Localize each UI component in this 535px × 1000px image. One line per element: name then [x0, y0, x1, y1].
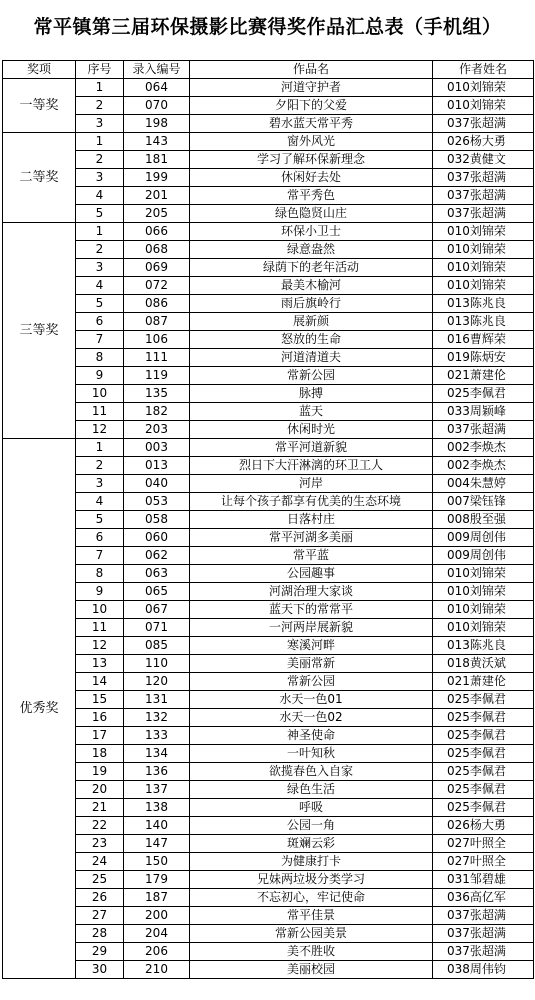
author-cell: 025李佩君: [433, 745, 534, 763]
seq-cell: 1: [76, 79, 124, 97]
seq-cell: 1: [76, 439, 124, 457]
table-row: [3, 799, 534, 817]
author-cell: 018黄沃斌: [433, 655, 534, 673]
table-row: [3, 709, 534, 727]
table-row: [3, 421, 534, 439]
seq-cell: 1: [76, 133, 124, 151]
author-cell: 033周颖峰: [433, 403, 534, 421]
work-name-cell: 脉搏: [190, 385, 433, 403]
table-row: [3, 961, 534, 979]
work-name-cell: 一河两岸展新貌: [190, 619, 433, 637]
seq-cell: 2: [76, 457, 124, 475]
entry-no-cell: 132: [124, 709, 190, 727]
seq-cell: 5: [76, 295, 124, 313]
entry-no-cell: 053: [124, 493, 190, 511]
entry-no-cell: 147: [124, 835, 190, 853]
author-cell: 009周创伟: [433, 547, 534, 565]
entry-no-cell: 058: [124, 511, 190, 529]
author-cell: 019陈炳安: [433, 349, 534, 367]
work-name-cell: 绿荫下的老年活动: [190, 259, 433, 277]
author-cell: 009周创伟: [433, 529, 534, 547]
seq-cell: 6: [76, 529, 124, 547]
entry-no-cell: 072: [124, 277, 190, 295]
work-name-cell: 呼吸: [190, 799, 433, 817]
table-row: [3, 385, 534, 403]
table-row: [3, 223, 534, 241]
table-row: [3, 835, 534, 853]
author-cell: 031邹碧雄: [433, 871, 534, 889]
author-cell: 010刘锦荣: [433, 223, 534, 241]
entry-no-cell: 106: [124, 331, 190, 349]
table-row: [3, 133, 534, 151]
seq-cell: 8: [76, 565, 124, 583]
author-cell: 010刘锦荣: [433, 277, 534, 295]
work-name-cell: 日落村庄: [190, 511, 433, 529]
seq-cell: 25: [76, 871, 124, 889]
work-name-cell: 展新颜: [190, 313, 433, 331]
header-seq: 序号: [76, 61, 124, 79]
work-name-cell: 常平河湖多美丽: [190, 529, 433, 547]
seq-cell: 4: [76, 187, 124, 205]
author-cell: 025李佩君: [433, 709, 534, 727]
seq-cell: 22: [76, 817, 124, 835]
author-cell: 038周伟钧: [433, 961, 534, 979]
work-name-cell: 休闲好去处: [190, 169, 433, 187]
table-row: [3, 727, 534, 745]
author-cell: 007梁钰锋: [433, 493, 534, 511]
seq-cell: 24: [76, 853, 124, 871]
seq-cell: 16: [76, 709, 124, 727]
seq-cell: 9: [76, 367, 124, 385]
table-row: [3, 619, 534, 637]
seq-cell: 15: [76, 691, 124, 709]
work-name-cell: 河岸: [190, 475, 433, 493]
work-name-cell: 不忘初心，牢记使命: [190, 889, 433, 907]
table-row: [3, 745, 534, 763]
entry-no-cell: 111: [124, 349, 190, 367]
work-name-cell: 常平秀色: [190, 187, 433, 205]
seq-cell: 2: [76, 241, 124, 259]
author-cell: 037张超满: [433, 169, 534, 187]
author-cell: 010刘锦荣: [433, 97, 534, 115]
entry-no-cell: 131: [124, 691, 190, 709]
author-cell: 010刘锦荣: [433, 79, 534, 97]
seq-cell: 10: [76, 601, 124, 619]
page-title: 常平镇第三届环保摄影比赛得奖作品汇总表（手机组）: [33, 16, 502, 38]
entry-no-cell: 068: [124, 241, 190, 259]
author-cell: 010刘锦荣: [433, 583, 534, 601]
table-row: [3, 151, 534, 169]
table-row: [3, 907, 534, 925]
seq-cell: 1: [76, 223, 124, 241]
entry-no-cell: 201: [124, 187, 190, 205]
work-name-cell: 常平佳景: [190, 907, 433, 925]
table-row: [3, 277, 534, 295]
seq-cell: 3: [76, 475, 124, 493]
seq-cell: 13: [76, 655, 124, 673]
work-name-cell: 常新公园: [190, 673, 433, 691]
work-name-cell: 斑斓云彩: [190, 835, 433, 853]
award-level-cell: 一等奖: [3, 79, 76, 133]
entry-no-cell: 040: [124, 475, 190, 493]
award-level-cell: 二等奖: [3, 133, 76, 223]
work-name-cell: 窗外风光: [190, 133, 433, 151]
entry-no-cell: 182: [124, 403, 190, 421]
work-name-cell: 常平河道新貌: [190, 439, 433, 457]
author-cell: 021萧建伦: [433, 367, 534, 385]
seq-cell: 3: [76, 259, 124, 277]
work-name-cell: 兄妹两垃圾分类学习: [190, 871, 433, 889]
author-cell: 027叶照全: [433, 853, 534, 871]
table-row: [3, 673, 534, 691]
work-name-cell: 绿意盎然: [190, 241, 433, 259]
author-cell: 037张超满: [433, 907, 534, 925]
table-row: [3, 457, 534, 475]
header-author: 作者姓名: [433, 61, 534, 79]
entry-no-cell: 070: [124, 97, 190, 115]
entry-no-cell: 138: [124, 799, 190, 817]
seq-cell: 18: [76, 745, 124, 763]
seq-cell: 11: [76, 619, 124, 637]
table-row: [3, 169, 534, 187]
work-name-cell: 绿色生活: [190, 781, 433, 799]
author-cell: 025李佩君: [433, 763, 534, 781]
table-row: [3, 691, 534, 709]
work-name-cell: 让每个孩子都享有优美的生态环境: [190, 493, 433, 511]
work-name-cell: 蓝天下的常常平: [190, 601, 433, 619]
table-row: [3, 79, 534, 97]
table-row: [3, 943, 534, 961]
author-cell: 037张超满: [433, 205, 534, 223]
author-cell: 021萧建伦: [433, 673, 534, 691]
author-cell: 025李佩君: [433, 799, 534, 817]
entry-no-cell: 065: [124, 583, 190, 601]
work-name-cell: 神圣使命: [190, 727, 433, 745]
seq-cell: 4: [76, 277, 124, 295]
work-name-cell: 水天一色01: [190, 691, 433, 709]
work-name-cell: 美不胜收: [190, 943, 433, 961]
entry-no-cell: 206: [124, 943, 190, 961]
entry-no-cell: 205: [124, 205, 190, 223]
author-cell: 010刘锦荣: [433, 619, 534, 637]
seq-cell: 8: [76, 349, 124, 367]
entry-no-cell: 210: [124, 961, 190, 979]
table-row: [3, 313, 534, 331]
entry-no-cell: 063: [124, 565, 190, 583]
author-cell: 036高亿军: [433, 889, 534, 907]
author-cell: 010刘锦荣: [433, 241, 534, 259]
work-name-cell: 怒放的生命: [190, 331, 433, 349]
author-cell: 037张超满: [433, 115, 534, 133]
table-row: [3, 655, 534, 673]
author-cell: 013陈兆良: [433, 313, 534, 331]
work-name-cell: 公园一角: [190, 817, 433, 835]
seq-cell: 4: [76, 493, 124, 511]
table-row: [3, 205, 534, 223]
seq-cell: 5: [76, 205, 124, 223]
table-row: [3, 439, 534, 457]
author-cell: 026杨大勇: [433, 817, 534, 835]
work-name-cell: 烈日下大汗淋漓的环卫工人: [190, 457, 433, 475]
author-cell: 027叶照全: [433, 835, 534, 853]
table-row: [3, 187, 534, 205]
seq-cell: 12: [76, 637, 124, 655]
work-name-cell: 常新公园: [190, 367, 433, 385]
seq-cell: 29: [76, 943, 124, 961]
author-cell: 037张超满: [433, 925, 534, 943]
entry-no-cell: 204: [124, 925, 190, 943]
entry-no-cell: 140: [124, 817, 190, 835]
work-name-cell: 河湖治理大家谈: [190, 583, 433, 601]
header-entry-no: 录入编号: [124, 61, 190, 79]
table-row: [3, 241, 534, 259]
table-row: [3, 817, 534, 835]
awards-table: [2, 60, 534, 979]
seq-cell: 5: [76, 511, 124, 529]
work-name-cell: 美丽校园: [190, 961, 433, 979]
work-name-cell: 常新公园美景: [190, 925, 433, 943]
author-cell: 008殷至强: [433, 511, 534, 529]
header-award: 奖项: [3, 61, 76, 79]
entry-no-cell: 064: [124, 79, 190, 97]
entry-no-cell: 136: [124, 763, 190, 781]
table-row: [3, 511, 534, 529]
seq-cell: 3: [76, 115, 124, 133]
entry-no-cell: 003: [124, 439, 190, 457]
table-row: [3, 349, 534, 367]
author-cell: 010刘锦荣: [433, 259, 534, 277]
seq-cell: 7: [76, 547, 124, 565]
table-row: [3, 367, 534, 385]
seq-cell: 2: [76, 97, 124, 115]
table-row: [3, 781, 534, 799]
entry-no-cell: 135: [124, 385, 190, 403]
entry-no-cell: 071: [124, 619, 190, 637]
author-cell: 037张超满: [433, 421, 534, 439]
seq-cell: 28: [76, 925, 124, 943]
work-name-cell: 欲揽春色入自家: [190, 763, 433, 781]
work-name-cell: 为健康打卡: [190, 853, 433, 871]
entry-no-cell: 187: [124, 889, 190, 907]
entry-no-cell: 069: [124, 259, 190, 277]
author-cell: 010刘锦荣: [433, 601, 534, 619]
award-level-cell: 三等奖: [3, 223, 76, 439]
author-cell: 010刘锦荣: [433, 565, 534, 583]
entry-no-cell: 150: [124, 853, 190, 871]
author-cell: 002李焕杰: [433, 457, 534, 475]
work-name-cell: 寒溪河畔: [190, 637, 433, 655]
entry-no-cell: 067: [124, 601, 190, 619]
author-cell: 002李焕杰: [433, 439, 534, 457]
author-cell: 025李佩君: [433, 781, 534, 799]
table-header-row: [3, 61, 534, 79]
entry-no-cell: 198: [124, 115, 190, 133]
work-name-cell: 绿色隐贤山庄: [190, 205, 433, 223]
seq-cell: 27: [76, 907, 124, 925]
table-row: [3, 493, 534, 511]
entry-no-cell: 013: [124, 457, 190, 475]
table-row: [3, 601, 534, 619]
entry-no-cell: 181: [124, 151, 190, 169]
work-name-cell: 河道清道夫: [190, 349, 433, 367]
entry-no-cell: 179: [124, 871, 190, 889]
author-cell: 025李佩君: [433, 691, 534, 709]
entry-no-cell: 203: [124, 421, 190, 439]
table-row: [3, 889, 534, 907]
seq-cell: 7: [76, 331, 124, 349]
entry-no-cell: 119: [124, 367, 190, 385]
table-row: [3, 547, 534, 565]
table-row: [3, 295, 534, 313]
work-name-cell: 河道守护者: [190, 79, 433, 97]
table-row: [3, 565, 534, 583]
table-row: [3, 331, 534, 349]
table-row: [3, 403, 534, 421]
table-row: [3, 475, 534, 493]
work-name-cell: 环保小卫士: [190, 223, 433, 241]
table-row: [3, 763, 534, 781]
work-name-cell: 美丽常新: [190, 655, 433, 673]
table-row: [3, 637, 534, 655]
entry-no-cell: 087: [124, 313, 190, 331]
seq-cell: 23: [76, 835, 124, 853]
seq-cell: 11: [76, 403, 124, 421]
seq-cell: 20: [76, 781, 124, 799]
work-name-cell: 最美木榆河: [190, 277, 433, 295]
seq-cell: 17: [76, 727, 124, 745]
work-name-cell: 学习了解环保新理念: [190, 151, 433, 169]
table-row: [3, 97, 534, 115]
author-cell: 016曹辉荣: [433, 331, 534, 349]
award-level-cell: 优秀奖: [3, 439, 76, 979]
seq-cell: 19: [76, 763, 124, 781]
table-row: [3, 925, 534, 943]
entry-no-cell: 137: [124, 781, 190, 799]
seq-cell: 2: [76, 151, 124, 169]
table-row: [3, 259, 534, 277]
author-cell: 013陈兆良: [433, 637, 534, 655]
header-work-name: 作品名: [190, 61, 433, 79]
author-cell: 025李佩君: [433, 385, 534, 403]
work-name-cell: 碧水蓝天常平秀: [190, 115, 433, 133]
seq-cell: 14: [76, 673, 124, 691]
entry-no-cell: 143: [124, 133, 190, 151]
author-cell: 037张超满: [433, 943, 534, 961]
seq-cell: 21: [76, 799, 124, 817]
work-name-cell: 水天一色02: [190, 709, 433, 727]
seq-cell: 26: [76, 889, 124, 907]
seq-cell: 9: [76, 583, 124, 601]
author-cell: 013陈兆良: [433, 295, 534, 313]
table-row: [3, 853, 534, 871]
entry-no-cell: 134: [124, 745, 190, 763]
entry-no-cell: 199: [124, 169, 190, 187]
work-name-cell: 公园趣事: [190, 565, 433, 583]
author-cell: 032黄健文: [433, 151, 534, 169]
work-name-cell: 夕阳下的父爱: [190, 97, 433, 115]
table-row: [3, 871, 534, 889]
seq-cell: 3: [76, 169, 124, 187]
work-name-cell: 一叶知秋: [190, 745, 433, 763]
seq-cell: 12: [76, 421, 124, 439]
entry-no-cell: 200: [124, 907, 190, 925]
work-name-cell: 休闲时光: [190, 421, 433, 439]
author-cell: 026杨大勇: [433, 133, 534, 151]
seq-cell: 30: [76, 961, 124, 979]
entry-no-cell: 062: [124, 547, 190, 565]
work-name-cell: 雨后旗岭行: [190, 295, 433, 313]
entry-no-cell: 120: [124, 673, 190, 691]
entry-no-cell: 066: [124, 223, 190, 241]
table-row: [3, 583, 534, 601]
entry-no-cell: 085: [124, 637, 190, 655]
author-cell: 037张超满: [433, 187, 534, 205]
work-name-cell: 常平蓝: [190, 547, 433, 565]
author-cell: 025李佩君: [433, 727, 534, 745]
seq-cell: 10: [76, 385, 124, 403]
entry-no-cell: 086: [124, 295, 190, 313]
entry-no-cell: 110: [124, 655, 190, 673]
author-cell: 004朱慧婷: [433, 475, 534, 493]
entry-no-cell: 060: [124, 529, 190, 547]
table-row: [3, 115, 534, 133]
entry-no-cell: 133: [124, 727, 190, 745]
seq-cell: 6: [76, 313, 124, 331]
table-row: [3, 529, 534, 547]
work-name-cell: 蓝天: [190, 403, 433, 421]
